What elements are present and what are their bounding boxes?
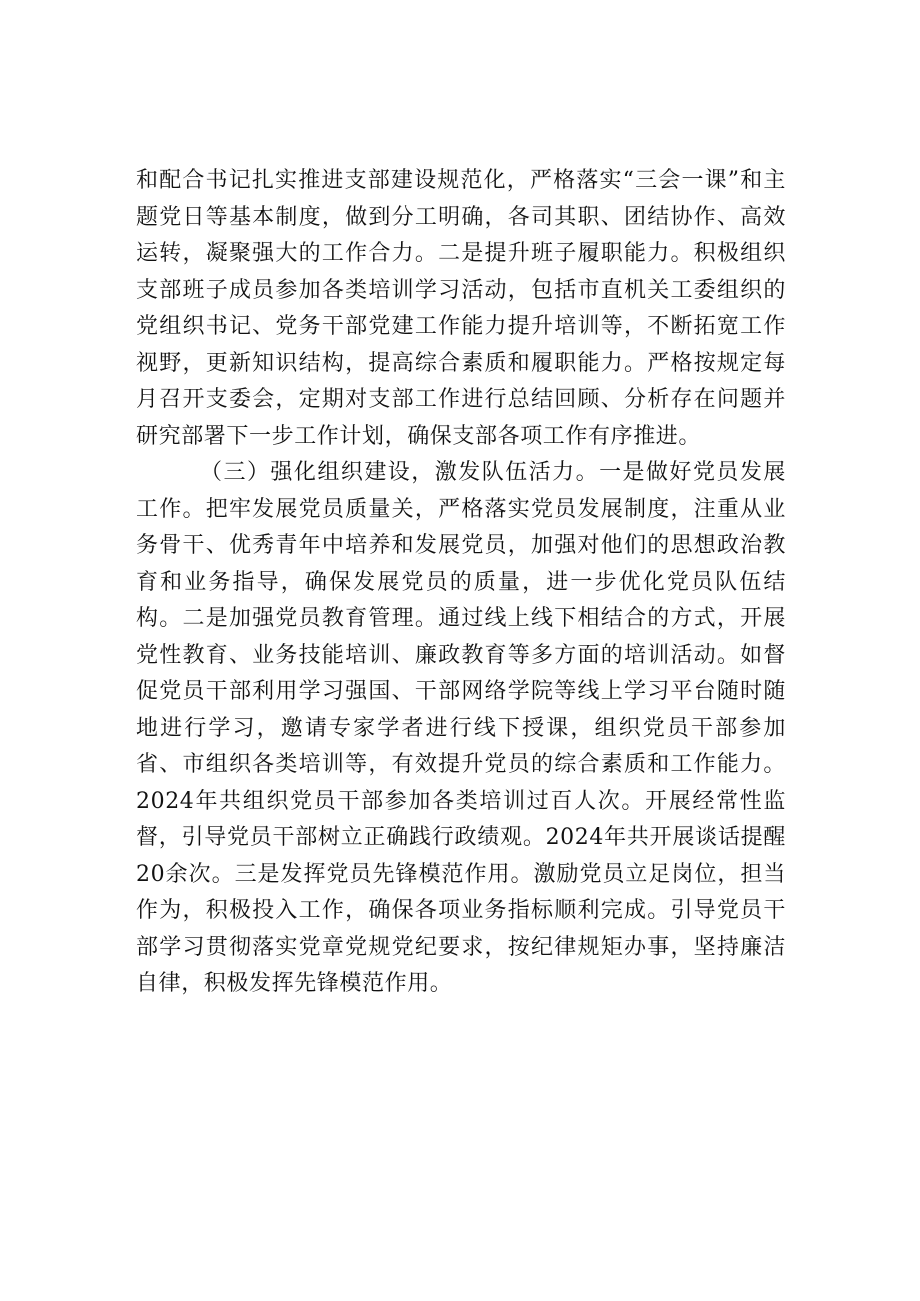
paragraph-section-three: （三）强化组织建设，激发队伍活力。一是做好党员发展工作。把牢发展党员质量关，严格落实党员发展制度，注重从业务骨干、优秀青年中培养和发展党员，加强对他们的思想政治教育和业务指导，确保发展党员的质量，进一步优化党员队伍结构。二是加强党员教育管理。通过线上线下相结合的方式，开展党性教育、业务技能培训、廉政教育等多方面的培训活动。如督促党员干部利用学习强国、干部网络学院等线上学习平台随时随地进行学习，邀请专家学者进行线下授课，组织党员干部参加省、市组织各类培训等，有效提升党员的综合素质和工作能力。2024年共组织党员干部参加各类培训过百人次。开展经常性监督，引导党员干部树立正确践行政绩观。2024年共开展谈话提醒20余次。三是发挥党员先锋模范作用。激励党员立足岗位，担当作为，积极投入工作，确保各项业务指标顺利完成。引导党员干部学习贯彻落实党章党规党纪要求，按纪律规矩办事，坚持廉洁自律，积极发挥先锋模范作用。 (136, 460, 786, 996)
paragraph-continuation: 和配合书记扎实推进支部建设规范化，严格落实“三会一课”和主题党日等基本制度，做到分工明确，各司其职、团结协作、高效运转，凝聚强大的工作合力。二是提升班子履职能力。积极组织支部班子成员参加各类培训学习活动，包括市直机关工委组织的党组织书记、党务干部党建工作能力提升培训等，不断拓宽工作视野，更新知识结构，提高综合素质和履职能力。严格按规定每月召开支委会，定期对支部工作进行总结回顾、分析存在问题并研究部署下一步工作计划，确保支部各项工作有序推进。 (136, 168, 786, 449)
document-body (136, 163, 786, 1003)
